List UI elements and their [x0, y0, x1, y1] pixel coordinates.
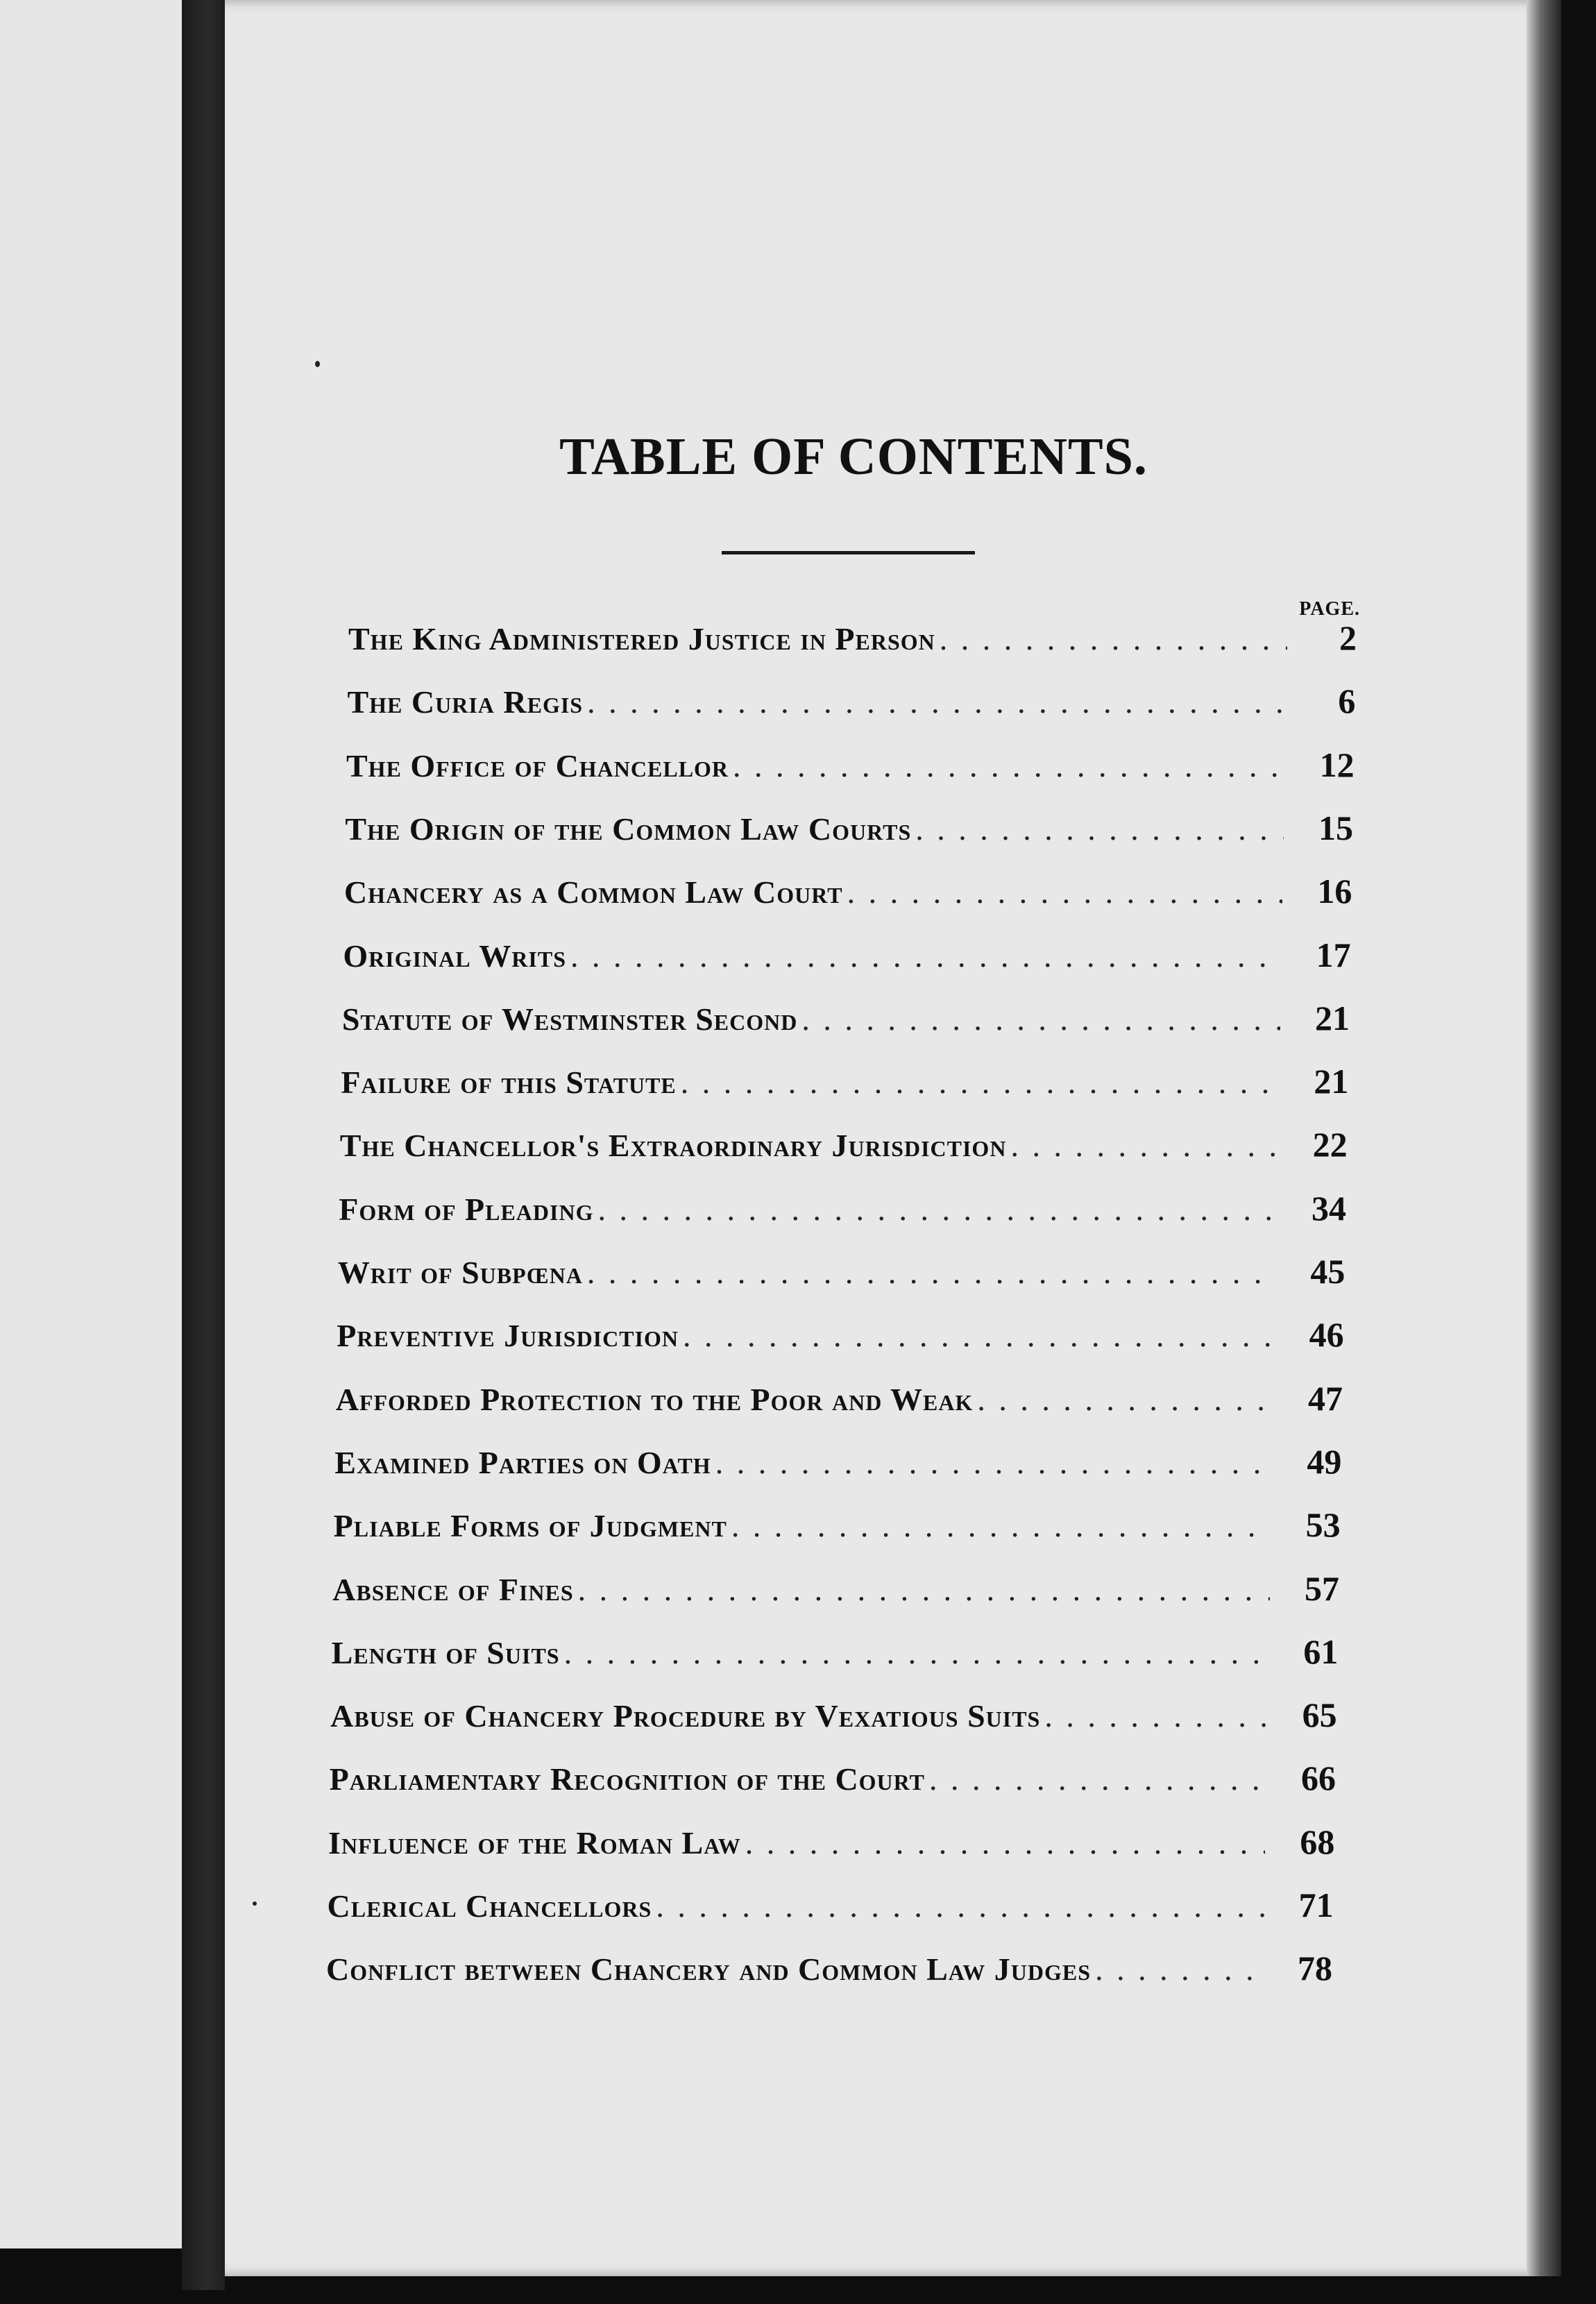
toc-entry-page: 78: [1298, 1949, 1332, 1988]
toc-entry: [334, 1505, 1341, 1545]
toc-entry-page: 61: [1303, 1632, 1339, 1671]
leader-dots: [681, 1064, 1280, 1101]
leader-dots: [940, 620, 1287, 657]
toc-entry-title: The Chancellor's Extraordinary Jurisdiction: [339, 1128, 1007, 1164]
toc-entry-page: 66: [1300, 1759, 1336, 1798]
toc-entry-title: Failure of this Statute: [341, 1065, 677, 1101]
toc-entry: [332, 1568, 1339, 1609]
toc-entry: [330, 1695, 1337, 1735]
toc-entry-title: Preventive Jurisdiction: [337, 1318, 679, 1354]
leader-dots: [1010, 1127, 1277, 1164]
toc-entry-page: 21: [1314, 1062, 1349, 1101]
toc-entry-title: The Office of Chancellor: [346, 747, 729, 783]
leader-dots: [929, 1761, 1266, 1797]
toc-entry: [328, 1885, 1334, 1925]
toc-entry-page: 15: [1318, 808, 1353, 847]
leader-dots: [733, 747, 1285, 784]
leader-dots: [564, 1634, 1269, 1671]
toc-entry-page: 6: [1338, 681, 1356, 721]
leader-dots: [915, 811, 1284, 847]
toc-entry-page: 65: [1302, 1695, 1337, 1735]
toc-entry-title: Original Writs: [343, 938, 566, 974]
toc-entry-title: Conflict between Chancery and Common Law Judges: [326, 1951, 1092, 1988]
toc-entry-page: 71: [1298, 1886, 1334, 1924]
toc-entry-title: Afforded Protection to the Poor and Weak: [335, 1381, 974, 1417]
toc-entry-page: 34: [1311, 1188, 1346, 1228]
toc-entry: [339, 1188, 1346, 1228]
toc-entry-title: Statute of Westminster Second: [341, 1001, 798, 1037]
leader-dots: [715, 1444, 1273, 1481]
toc-entry: [338, 1251, 1345, 1291]
toc-entry-title: Length of Suits: [331, 1634, 560, 1670]
page-title: TABLE OF CONTENTS.: [559, 427, 1148, 486]
toc-entry-page: 45: [1310, 1252, 1345, 1291]
leader-dots: [656, 1888, 1264, 1924]
leader-dots: [847, 874, 1283, 910]
toc-entry-title: The Curia Regis: [347, 684, 584, 720]
leader-dots: [587, 684, 1286, 720]
toc-entry-page: 46: [1309, 1315, 1344, 1355]
toc-entry: [326, 1948, 1332, 1988]
leader-dots: [801, 1001, 1280, 1037]
toc-entry-title: Absence of Fines: [332, 1571, 574, 1607]
toc-entry: [341, 1061, 1348, 1101]
toc-entry-page: 22: [1312, 1125, 1348, 1164]
toc-entry-title: Influence of the Roman Law: [328, 1824, 741, 1861]
toc-entry-page: 68: [1300, 1822, 1335, 1861]
leader-dots: [731, 1507, 1271, 1544]
toc-entry-page: 53: [1305, 1505, 1341, 1545]
toc-entry: [342, 998, 1350, 1038]
toc-entry-title: Form of Pleading: [339, 1191, 594, 1227]
leader-dots: [977, 1381, 1273, 1418]
leader-dots: [1044, 1697, 1267, 1734]
toc-entry-title: Parliamentary Recognition of the Court: [329, 1761, 925, 1797]
toc-entry-page: 16: [1317, 872, 1352, 911]
toc-entry-title: The Origin of the Common Law Courts: [345, 811, 912, 847]
leader-dots: [578, 1571, 1270, 1608]
toc-entry: [336, 1378, 1343, 1418]
toc-entry: [330, 1758, 1336, 1798]
leader-dots: [683, 1317, 1275, 1354]
toc-entry-page: 49: [1307, 1441, 1342, 1481]
toc-entry-title: Abuse of Chancery Procedure by Vexatious Suits: [330, 1698, 1041, 1734]
toc-entry-page: 57: [1304, 1568, 1339, 1608]
leader-dots: [1095, 1951, 1263, 1988]
toc-entry-title: The King Administered Justice in Person: [348, 621, 935, 657]
leader-dots: [570, 938, 1282, 974]
leader-dots: [745, 1824, 1266, 1861]
toc-entry: [334, 1441, 1341, 1482]
toc-entry-page: 17: [1316, 935, 1351, 974]
toc-entry: [337, 1314, 1343, 1355]
toc-entry: [348, 618, 1357, 658]
toc-entry-title: Writ of Subpœna: [337, 1255, 583, 1290]
toc-entry-title: Clerical Chancellors: [327, 1888, 652, 1924]
page-column-label: PAGE.: [1299, 598, 1360, 620]
toc-entry-title: Examined Parties on Oath: [334, 1444, 711, 1480]
toc-entry: [344, 871, 1352, 911]
toc-entry: [343, 935, 1350, 975]
toc-entry-title: Chancery as a Common Law Court: [343, 874, 843, 910]
toc-entry: [340, 1124, 1348, 1164]
leader-dots: [597, 1191, 1277, 1228]
toc-entry-page: 21: [1314, 998, 1350, 1037]
toc-entry-page: 47: [1307, 1378, 1343, 1418]
toc-entry: [346, 745, 1355, 785]
toc-entry: [328, 1822, 1334, 1862]
toc-entry-page: 2: [1339, 618, 1357, 657]
toc-entry-page: 12: [1319, 745, 1355, 784]
toc-entry-title: Pliable Forms of Judgment: [333, 1508, 727, 1544]
leader-dots: [587, 1254, 1275, 1291]
toc-entry: [345, 808, 1353, 848]
toc-entry: [332, 1632, 1339, 1672]
toc-entry: [347, 681, 1355, 721]
